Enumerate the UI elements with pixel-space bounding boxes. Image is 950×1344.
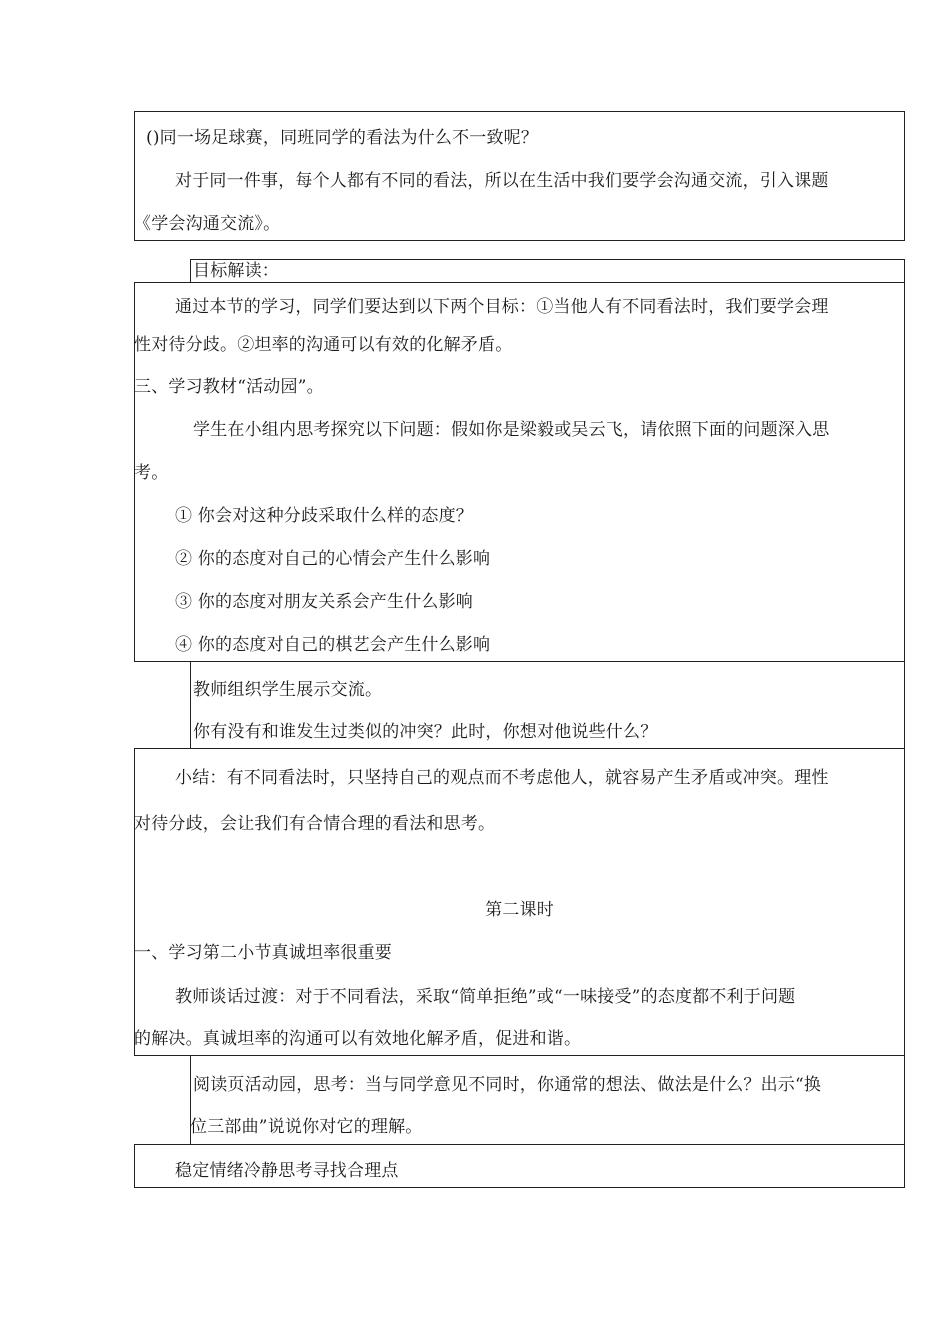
intro-paragraph-line-1: 对于同一件事，每个人都有不同的看法，所以在生活中我们要学会沟通交流，引入课题	[175, 171, 829, 191]
intro-paragraph-line-2: 《学会沟通交流》。	[134, 214, 281, 234]
goals-line-1: 通过本节的学习，同学们要达到以下两个目标：①当他人有不同看法时，我们要学会理	[175, 297, 829, 317]
intro-question: ()同一场足球赛，同班同学的看法为什么不一致呢？	[146, 128, 539, 148]
activity-heading: 三、学习教材“活动园”。	[134, 377, 324, 397]
goals-line-2: 性对待分歧。②坦率的沟通可以有效的化解矛盾。	[134, 335, 513, 355]
teacher-line-1: 教师组织学生展示交流。	[193, 680, 383, 700]
goal-header: 目标解读：	[193, 261, 279, 281]
question-4: ④ 你的态度对自己的棋艺会产生什么影响	[175, 635, 491, 655]
reading-line-1: 阅读页活动园，思考：当与同学意见不同时，你通常的想法、做法是什么？出示“换	[193, 1075, 822, 1095]
section-title: 第二课时	[485, 900, 554, 920]
summary-line-2: 对待分歧，会让我们有合情合理的看法和思考。	[134, 814, 496, 834]
question-1: ① 你会对这种分歧采取什么样的态度？	[175, 506, 474, 526]
transition-line-2: 的解决。真诚坦率的沟通可以有效地化解矛盾，促进和谐。	[134, 1029, 582, 1049]
activity-prompt-line-1: 学生在小组内思考探究以下问题：假如你是梁毅或吴云飞，请依照下面的问题深入思	[193, 420, 830, 440]
question-2: ② 你的态度对自己的心情会产生什么影响	[175, 549, 491, 569]
teacher-line-2: 你有没有和谁发生过类似的冲突？此时，你想对他说些什么？	[193, 722, 658, 742]
reading-line-2: 位三部曲”说说你对它的理解。	[190, 1117, 423, 1137]
steps-line: 稳定情绪冷静思考寻找合理点	[175, 1161, 399, 1181]
transition-line-1: 教师谈话过渡：对于不同看法，采取“简单拒绝”或“一味接受”的态度都不利于问题	[175, 987, 796, 1007]
section-heading: 一、学习第二小节真诚坦率很重要	[134, 943, 392, 963]
activity-prompt-line-2: 考。	[134, 463, 169, 483]
question-3: ③ 你的态度对朋友关系会产生什么影响	[175, 592, 474, 612]
goal-header-box	[190, 259, 905, 283]
summary-line-1: 小结：有不同看法时，只坚持自己的观点而不考虑他人，就容易产生矛盾或冲突。理性	[175, 768, 829, 788]
